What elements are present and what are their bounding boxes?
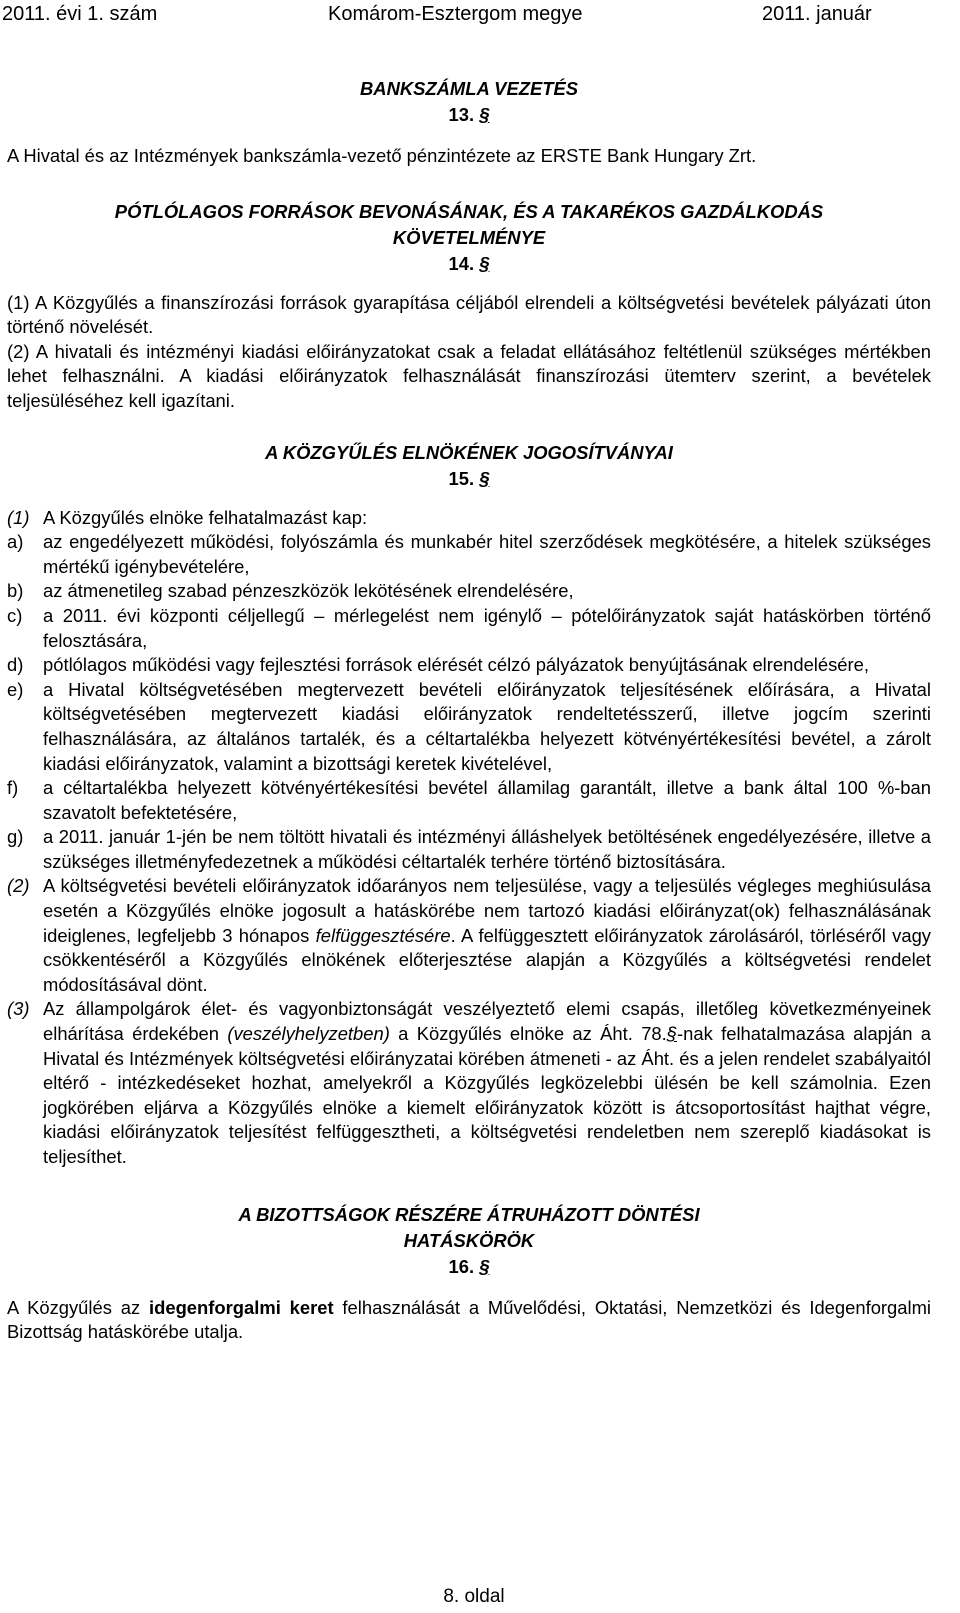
item-text: a 2011. évi központi céljellegű – mérlegelést nem igénylő – pótelőirányzatok saját hatáskörben történő felosztására, <box>43 604 931 651</box>
section-15-item-list <box>7 530 931 874</box>
section-16-number <box>7 1254 931 1280</box>
section-16-title-line2: HATÁSKÖRÖK <box>403 1229 535 1251</box>
section-16-text-end: felhasználását a Művelődési, Oktatási, Nemzetközi és Idegenforgalmi Bizottság hatáskörébe utalja. <box>7 1296 932 1343</box>
list-item <box>7 579 931 604</box>
paragraph-mark: (1) <box>7 506 30 528</box>
section-16-text-start: A Közgyűlés az <box>7 1296 149 1318</box>
section-15-paragraph-2 <box>7 874 931 997</box>
section-15-num-text: 15. <box>448 467 475 489</box>
section-14-title-line2: KÖVETELMÉNYE <box>392 226 546 248</box>
section-13-text: A Hivatal és az Intézmények bankszámla-vezető pénzintézete az ERSTE Bank Hungary Zrt. <box>7 145 757 166</box>
item-mark: d) <box>7 654 24 676</box>
section-14-number <box>7 251 931 277</box>
paragraph-sign: § <box>479 252 490 274</box>
document-body <box>7 76 931 1345</box>
list-item <box>7 776 931 825</box>
section-15-paragraph-1 <box>7 506 931 531</box>
item-text: az engedélyezett működési, folyószámla és munkabér hitel szerződések megkötésére, a hitelek szükséges mértékű igénybevételére, <box>43 531 931 577</box>
paragraph-text-end: -nak felhatalmazása alapján a Hivatal és Intézmények költségvetési előirányzatai körében átmeneti - az Áht. és a jelen rendelet szabályaitól eltérő - intézkedéseket hozhat, amelyekről a Közgyűlés legközelebbi ülésén be kell számolnia. Ezen jogkörében eljárva a Közgyűlés elnöke a kiemelt előirányzatok között is átcsoportosítást hajthat végre, kiadási előirányzatok teljesítést felfüggesztheti, a költségvetési rendeletben nem szereplő kiadásokat is teljesíthet. <box>43 1023 931 1167</box>
paragraph-text-cont: . A felfüggesztett előirányzatok zárolásáról, törléséről vagy csökkentéséről a Közgyűlés elnökének előterjesztése alapján a Közgyűlés a költségvetési rendelet módosításával dönt. <box>43 924 931 995</box>
item-text: a 2011. január 1-jén be nem töltött hivatali és intézményi álláshelyek betöltésének engedélyezésére, illetve a szükséges illetményfedezetnek a működési céltartalék terhére történő biztosítására. <box>43 826 931 872</box>
section-14-paragraph-2: (2) A hivatali és intézményi kiadási előirányzatokat csak a feladat ellátásához feltétlenül szükséges mértékben lehet felhasználni. A kiadási előirányzatok felhasználását finanszírozási ütemterv szerint, a bevételek teljesüléséhez kell igazítani. <box>7 340 931 411</box>
section-13-number <box>7 102 931 128</box>
item-text: a Hivatal költségvetésében megtervezett bevételi előirányzatok teljesítésének előírására, a Hivatal költségvetésében megtervezett kiadási előirányzatok rendeltetésszerű, illetve jogcím szerinti felhasználására, az általános tartalék, és a céltartalékba helyezett kötvényértékesítési bevétel, a zárolt kiadási előirányzatok, valamint a bizottsági keretek kivételével, <box>43 678 931 774</box>
item-mark: g) <box>7 826 24 848</box>
list-item <box>7 653 931 678</box>
header-date: 2011. január <box>762 3 872 25</box>
paragraph-sign: § <box>666 1023 678 1045</box>
header-issue: 2011. évi 1. szám <box>2 3 158 25</box>
item-mark: b) <box>7 580 24 602</box>
paragraph-sign: § <box>479 1255 490 1277</box>
paragraph-text-cont: a Közgyűlés elnöke az Áht. 78. <box>389 1023 667 1045</box>
section-16-num-text: 16. <box>448 1255 475 1277</box>
section-15-title: A KÖZGYŰLÉS ELNÖKÉNEK JOGOSÍTVÁNYAI <box>265 441 673 463</box>
section-13-title: BANKSZÁMLA VEZETÉS <box>360 78 578 99</box>
section-14-title-line1: PÓTLÓLAGOS FORRÁSOK BEVONÁSÁNAK, ÉS A TAKARÉKOS GAZDÁLKODÁS <box>114 200 824 222</box>
section-15-paragraph-3 <box>7 997 931 1169</box>
header-county: Komárom-Esztergom megye <box>328 3 583 25</box>
section-14-num-text: 14. <box>448 252 475 274</box>
list-item <box>7 530 931 579</box>
paragraph-intro: A Közgyűlés elnöke felhatalmazást kap: <box>43 506 368 528</box>
section-16-text-bold: idegenforgalmi keret <box>149 1296 334 1318</box>
item-text: pótlólagos működési vagy fejlesztési források elérését célzó pályázatok benyújtásának elrendelésére, <box>43 654 869 676</box>
item-mark: f) <box>7 777 19 799</box>
paragraph-sign: § <box>479 467 490 489</box>
item-mark: a) <box>7 531 24 553</box>
section-13-num-text: 13. <box>448 104 475 125</box>
section-14-paragraph-1: (1) A Közgyűlés a finanszírozási források gyarapítása céljából elrendeli a költségvetési bevételek pályázati úton történő növelését. <box>7 291 931 338</box>
paragraph-sign: § <box>479 104 490 125</box>
paragraph-mark: (3) <box>7 998 30 1020</box>
item-text: a céltartalékba helyezett kötvényértékesítési bevétel államilag garantált, illetve a bank által 100 %-ban szavatolt befektetésére, <box>43 777 931 823</box>
list-item <box>7 825 931 874</box>
paragraph-text: Az állampolgárok élet- és vagyonbiztonságát veszélyeztető elemi csapás, illetőleg következményeinek elhárítása érdekében <box>43 998 931 1045</box>
item-text: az átmenetileg szabad pénzeszközök lekötésének elrendelésére, <box>43 580 574 602</box>
paragraph-italic-text: (veszélyhelyzetben) <box>227 1023 390 1045</box>
section-15-number <box>7 466 931 492</box>
list-item <box>7 604 931 653</box>
list-item <box>7 678 931 776</box>
section-16-text <box>7 1296 931 1345</box>
page-number: 8. oldal <box>443 1586 505 1607</box>
item-mark: e) <box>7 678 24 700</box>
page-footer <box>0 1585 960 1610</box>
paragraph-mark: (2) <box>7 875 30 897</box>
paragraph-text: A költségvetési bevételi előirányzatok időarányos nem teljesülése, vagy a teljesülés végleges meghiúsulása esetén a Közgyűlés elnöke jogosult a hatáskörébe nem tartozó kiadási előirányzat(ok) felhasználásának ideiglenes, legfeljebb 3 hónapos <box>43 875 931 946</box>
section-16-title-line1: A BIZOTTSÁGOK RÉSZÉRE ÁTRUHÁZOTT DÖNTÉSI <box>238 1203 700 1225</box>
paragraph-italic-text: felfüggesztésére <box>315 924 451 946</box>
item-mark: c) <box>7 604 23 626</box>
